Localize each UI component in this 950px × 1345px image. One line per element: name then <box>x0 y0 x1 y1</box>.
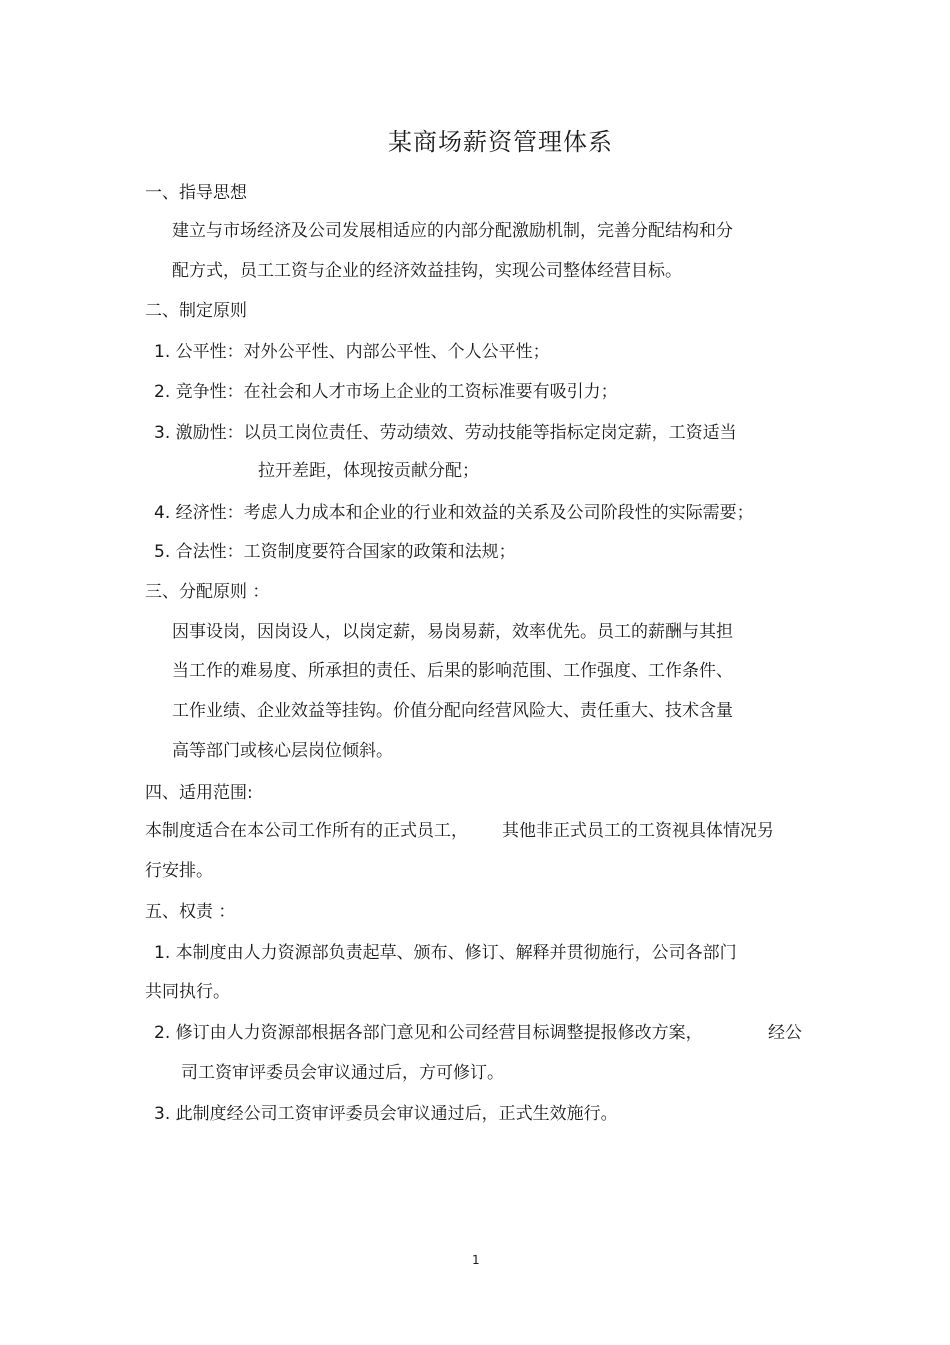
list-item: 5. 合法性：工资制度要符合国家的政策和法规； <box>154 542 516 562</box>
paragraph-line: 因事设岗，因岗设人，以岗定薪，易岗易薪，效率优先。员工的薪酬与其担 <box>172 622 733 642</box>
paragraph-line: 行安排。 <box>145 861 213 881</box>
list-item-continuation: 共同执行。 <box>145 982 230 1002</box>
list-item: 4. 经济性：考虑人力成本和企业的行业和效益的关系及公司阶段性的实际需要； <box>154 503 754 523</box>
section-heading: 一、指导思想 <box>145 183 247 203</box>
section-heading: 二、制定原则 <box>145 301 247 321</box>
section-heading: 五、权责 ： <box>145 902 236 922</box>
list-item: 3. 此制度经公司工资审评委员会审议通过后，正式生效施行。 <box>154 1104 618 1124</box>
paragraph-line: 本制度适合在本公司工作所有的正式员工， <box>145 821 468 841</box>
list-item-continuation: 司工资审评委员会审议通过后，方可修订。 <box>181 1063 504 1083</box>
paragraph-line: 工作业绩、企业效益等挂钩。价值分配向经营风险大、责任重大、技术含量 <box>172 701 733 721</box>
list-item: 经公 <box>768 1023 802 1043</box>
list-item: 1. 本制度由人力资源部负责起草、颁布、修订、解释并贯彻施行，公司各部门 <box>154 943 737 963</box>
page-number: 1 <box>472 1253 480 1267</box>
paragraph-line: 建立与市场经济及公司发展相适应的内部分配激励机制，完善分配结构和分 <box>172 221 733 241</box>
document-title: 某商场薪资管理体系 <box>388 128 613 156</box>
paragraph-line: 当工作的难易度、所承担的责任、后果的影响范围、工作强度、工作条件、 <box>172 661 733 681</box>
list-item-continuation: 拉开差距，体现按贡献分配； <box>258 461 479 481</box>
list-item: 1. 公平性：对外公平性、内部公平性、个人公平性； <box>154 342 550 362</box>
paragraph-line: 配方式，员工工资与企业的经济效益挂钩，实现公司整体经营目标。 <box>172 261 682 281</box>
section-heading: 三、分配原则 ： <box>145 582 270 602</box>
section-heading: 四、适用范围: <box>145 783 253 803</box>
paragraph-line: 高等部门或核心层岗位倾斜。 <box>172 741 393 761</box>
paragraph-line: 其他非正式员工的工资视具体情况另 <box>502 821 774 841</box>
list-item: 3. 激励性：以员工岗位责任、劳动绩效、劳动技能等指标定岗定薪，工资适当 <box>154 423 737 443</box>
list-item: 2. 竞争性：在社会和人才市场上企业的工资标准要有吸引力； <box>154 382 618 402</box>
list-item: 2. 修订由人力资源部根据各部门意见和公司经营目标调整提报修改方案， <box>154 1023 703 1043</box>
